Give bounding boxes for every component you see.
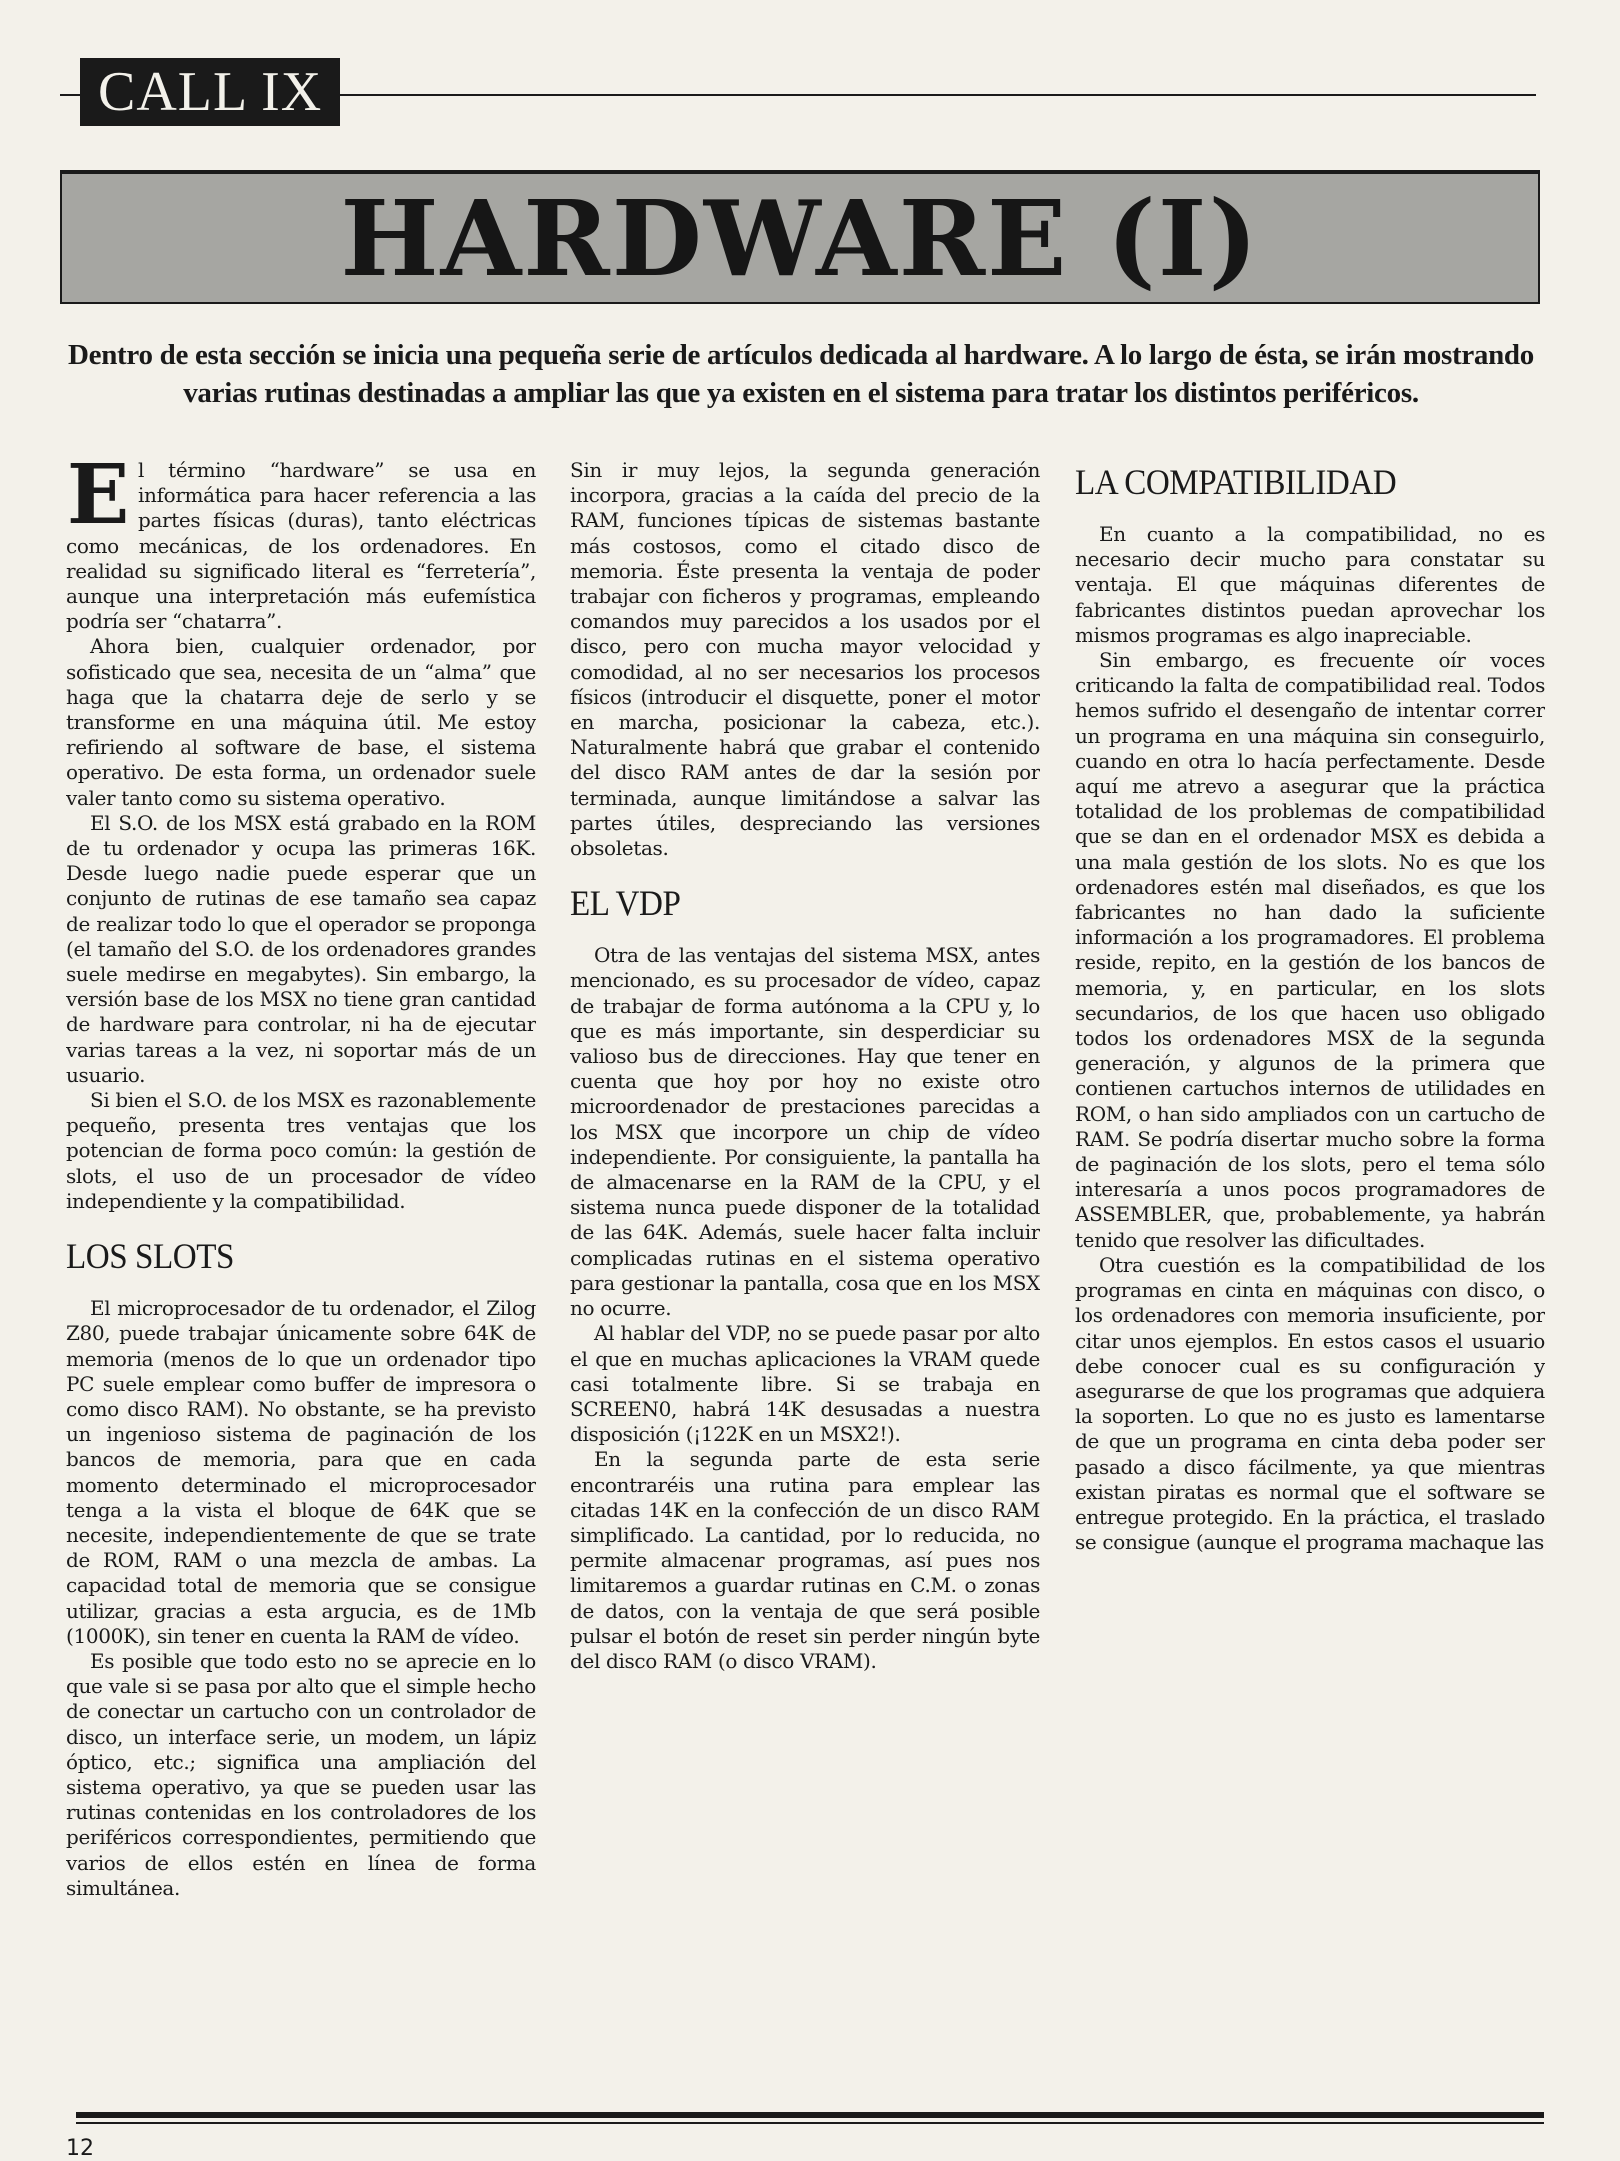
paragraph: Si bien el S.O. de los MSX es razonablemente pequeño, presenta tres ventajas que los potencian de forma poco común: la gestión de slots, el uso de un procesador de vídeo independiente y la compatibilidad. [66, 1088, 536, 1213]
footer-rule-thick [76, 2112, 1544, 2118]
paragraph: Otra de las ventajas del sistema MSX, antes mencionado, es su procesador de vídeo, capaz de trabajar de forma autónoma a la CPU y, lo que es más importante, sin desperdiciar su valioso bus de direcciones. Hay que tener en cuenta que hoy por hoy no existe otro microordenador de prestaciones parecidas a los MSX que incorpore un chip de vídeo independiente. Por consiguiente, la pantalla ha de almacenarse en la RAM de la CPU, y el sistema nunca puede disponer de la totalidad de las 64K. Además, suele hacer falta incluir complicadas rutinas en el sistema operativo para gestionar la pantalla, cosa que en los MSX no ocurre. [570, 943, 1040, 1321]
text-column-2 [570, 458, 1040, 2043]
paragraph: Otra cuestión es la compatibilidad de los programas en cinta en máquinas con disco, o los ordenadores con memoria insuficiente, por citar unos ejemplos. En estos casos el usuario debe conocer cual es su configuración y asegurarse de que los programas que adquiera la soporten. Lo que no es justo es lamentarse de que un programa en cinta deba poder ser pasado a disco fácilmente, ya que mientras existan piratas es normal que el software se entregue protegido. En la práctica, el traslado se consigue (aunque el programa machaque las [1075, 1252, 1545, 1555]
title-band [60, 170, 1540, 304]
section-heading-compatibility: LA COMPATIBILIDAD [1075, 462, 1397, 502]
footer-rule-thin [76, 2122, 1544, 2124]
page-number: 12 [66, 2136, 94, 2161]
paragraph: Al hablar del VDP, no se puede pasar por alto el que en muchas aplicaciones la VRAM quede casi totalmente libre. Si se trabaja en SCREEN0, habrá 14K desusadas a nuestra disposición (¡122K en un MSX2!). [570, 1321, 1040, 1447]
paragraph: Ahora bien, cualquier ordenador, por sofisticado que sea, necesita de un “alma” que haga que la chatarra deje de serlo y se transforme en una máquina útil. Me estoy refiriendo al software de base, el sistema operativo. De esta forma, un ordenador suele valer tanto como su sistema operativo. [66, 634, 536, 810]
paragraph: En cuanto a la compatibilidad, no es necesario decir mucho para constatar su ventaja. El que máquinas diferentes de fabricantes distintos puedan aprovechar los mismos programas es algo inapreciable. [1075, 522, 1545, 647]
paragraph: El microprocesador de tu ordenador, el Zilog Z80, puede trabajar únicamente sobre 64K de memoria (menos de lo que un ordenador tipo PC suele emplear como buffer de impresora o como disco RAM). No obstante, se ha previsto un ingenioso sistema de paginación de los bancos de memoria, para que en cada momento determinado el microprocesador tenga a la vista el bloque de 64K que se necesite, independientemente de que se trate de ROM, RAM o una mezcla de ambas. La capacidad total de memoria que se consigue utilizar, gracias a esta argucia, es de 1Mb (1000K), sin tener en cuenta la RAM de vídeo. [66, 1296, 536, 1648]
text-column-3 [1075, 458, 1545, 2043]
drop-cap: E [66, 458, 130, 543]
article-title: HARDWARE (I) [340, 176, 1260, 300]
paragraph: Sin ir muy lejos, la segunda generación incorpora, gracias a la caída del precio de la RAM, funciones típicas de sistemas bastante más costosos, como el citado disco de memoria. Éste presenta la ventaja de poder trabajar con ficheros y programas, empleando comandos muy parecidos a los usados por el disco, pero con mucha mayor velocidad y comodidad, al no ser necesarios los procesos físicos (introducir el disquette, poner el motor en marcha, posicionar la cabeza, etc.). Naturalmente habrá que grabar el contenido del disco RAM antes de dar la sesión por terminada, aunque limitándose a salvar las partes útiles, despreciando las versiones obsoletas. [570, 458, 1040, 861]
section-tag: CALL IX [80, 58, 340, 126]
section-heading-slots: LOS SLOTS [66, 1236, 234, 1277]
paragraph: El S.O. de los MSX está grabado en la ROM de tu ordenador y ocupa las primeras 16K. Desde luego nadie puede esperar que un conjunto de rutinas de ese tamaño sea capaz de realizar todo lo que el operador se proponga (el tamaño del S.O. de los ordenadores grandes suele medirse en megabytes). Sin embargo, la versión base de los MSX no tiene gran cantidad de hardware para controlar, ni ha de ejecutar varias tareas a la vez, ni soportar más de un usuario. [66, 810, 536, 1087]
paragraph: l término “hardware” se usa en informática para hacer referencia a las partes físicas (duras), tanto eléctricas como mecánicas, de los ordenadores. En realidad su significado literal es “ferretería”, aunque una interpretación más eufemística podría ser “chatarra”. [66, 458, 536, 634]
section-heading-vdp: EL VDP [570, 883, 681, 924]
paragraph: Sin embargo, es frecuente oír voces criticando la falta de compatibilidad real. Todos hemos sufrido el desengaño de intentar correr un programa en una máquina sin conseguirlo, cuando en otra lo hacía perfectamente. Desde aquí me atrevo a asegurar que la práctica totalidad de los problemas de compatibilidad que se dan en el ordenador MSX es debida a una mala gestión de los slots. No es que los ordenadores estén mal diseñados, es que los fabricantes no han dado la suficiente información a los programadores. El problema reside, repito, en la gestión de los bancos de memoria, y, en particular, en los slots secundarios, de los que hacen uso obligado todos los ordenadores MSX de la segunda generación, y algunos de la primera que contienen cartuchos internos de utilidades en ROM, o han sido ampliados con un cartucho de RAM. Se podría disertar mucho sobre la forma de paginación de los slots, pero el tema sólo interesaría a unos pocos programadores de ASSEMBLER, que, probablemente, ya habrán tenido que resolver las dificultades. [1075, 648, 1545, 1252]
paragraph: Es posible que todo esto no se aprecie en lo que vale si se pasa por alto que el simple hecho de conectar un cartucho con un controlador de disco, un interface serie, un modem, un lápiz óptico, etc.; significa una ampliación del sistema operativo, ya que se pueden usar las rutinas contenidas en los controladores de los periféricos correspondientes, permitiendo que varios de ellos estén en línea de forma simultánea. [66, 1648, 536, 1900]
paragraph: En la segunda parte de esta serie encontraréis una rutina para emplear las citadas 14K en la confección de un disco RAM simplificado. La cantidad, por lo reducida, no permite almacenar programas, así pues nos limitaremos a guardar rutinas en C.M. o zonas de datos, con la ventaja de que será posible pulsar el botón de reset sin perder ningún byte del disco RAM (o disco VRAM). [570, 1447, 1040, 1673]
article-intro: Dentro de esta sección se inicia una pequeña serie de artículos dedicada al hardware. A lo largo de ésta, se irán mostrando varias rutinas destinadas a ampliar las que ya existen en el sistema para tratar los distintos periféricos. [68, 339, 1534, 409]
text-column-1 [66, 458, 536, 2043]
